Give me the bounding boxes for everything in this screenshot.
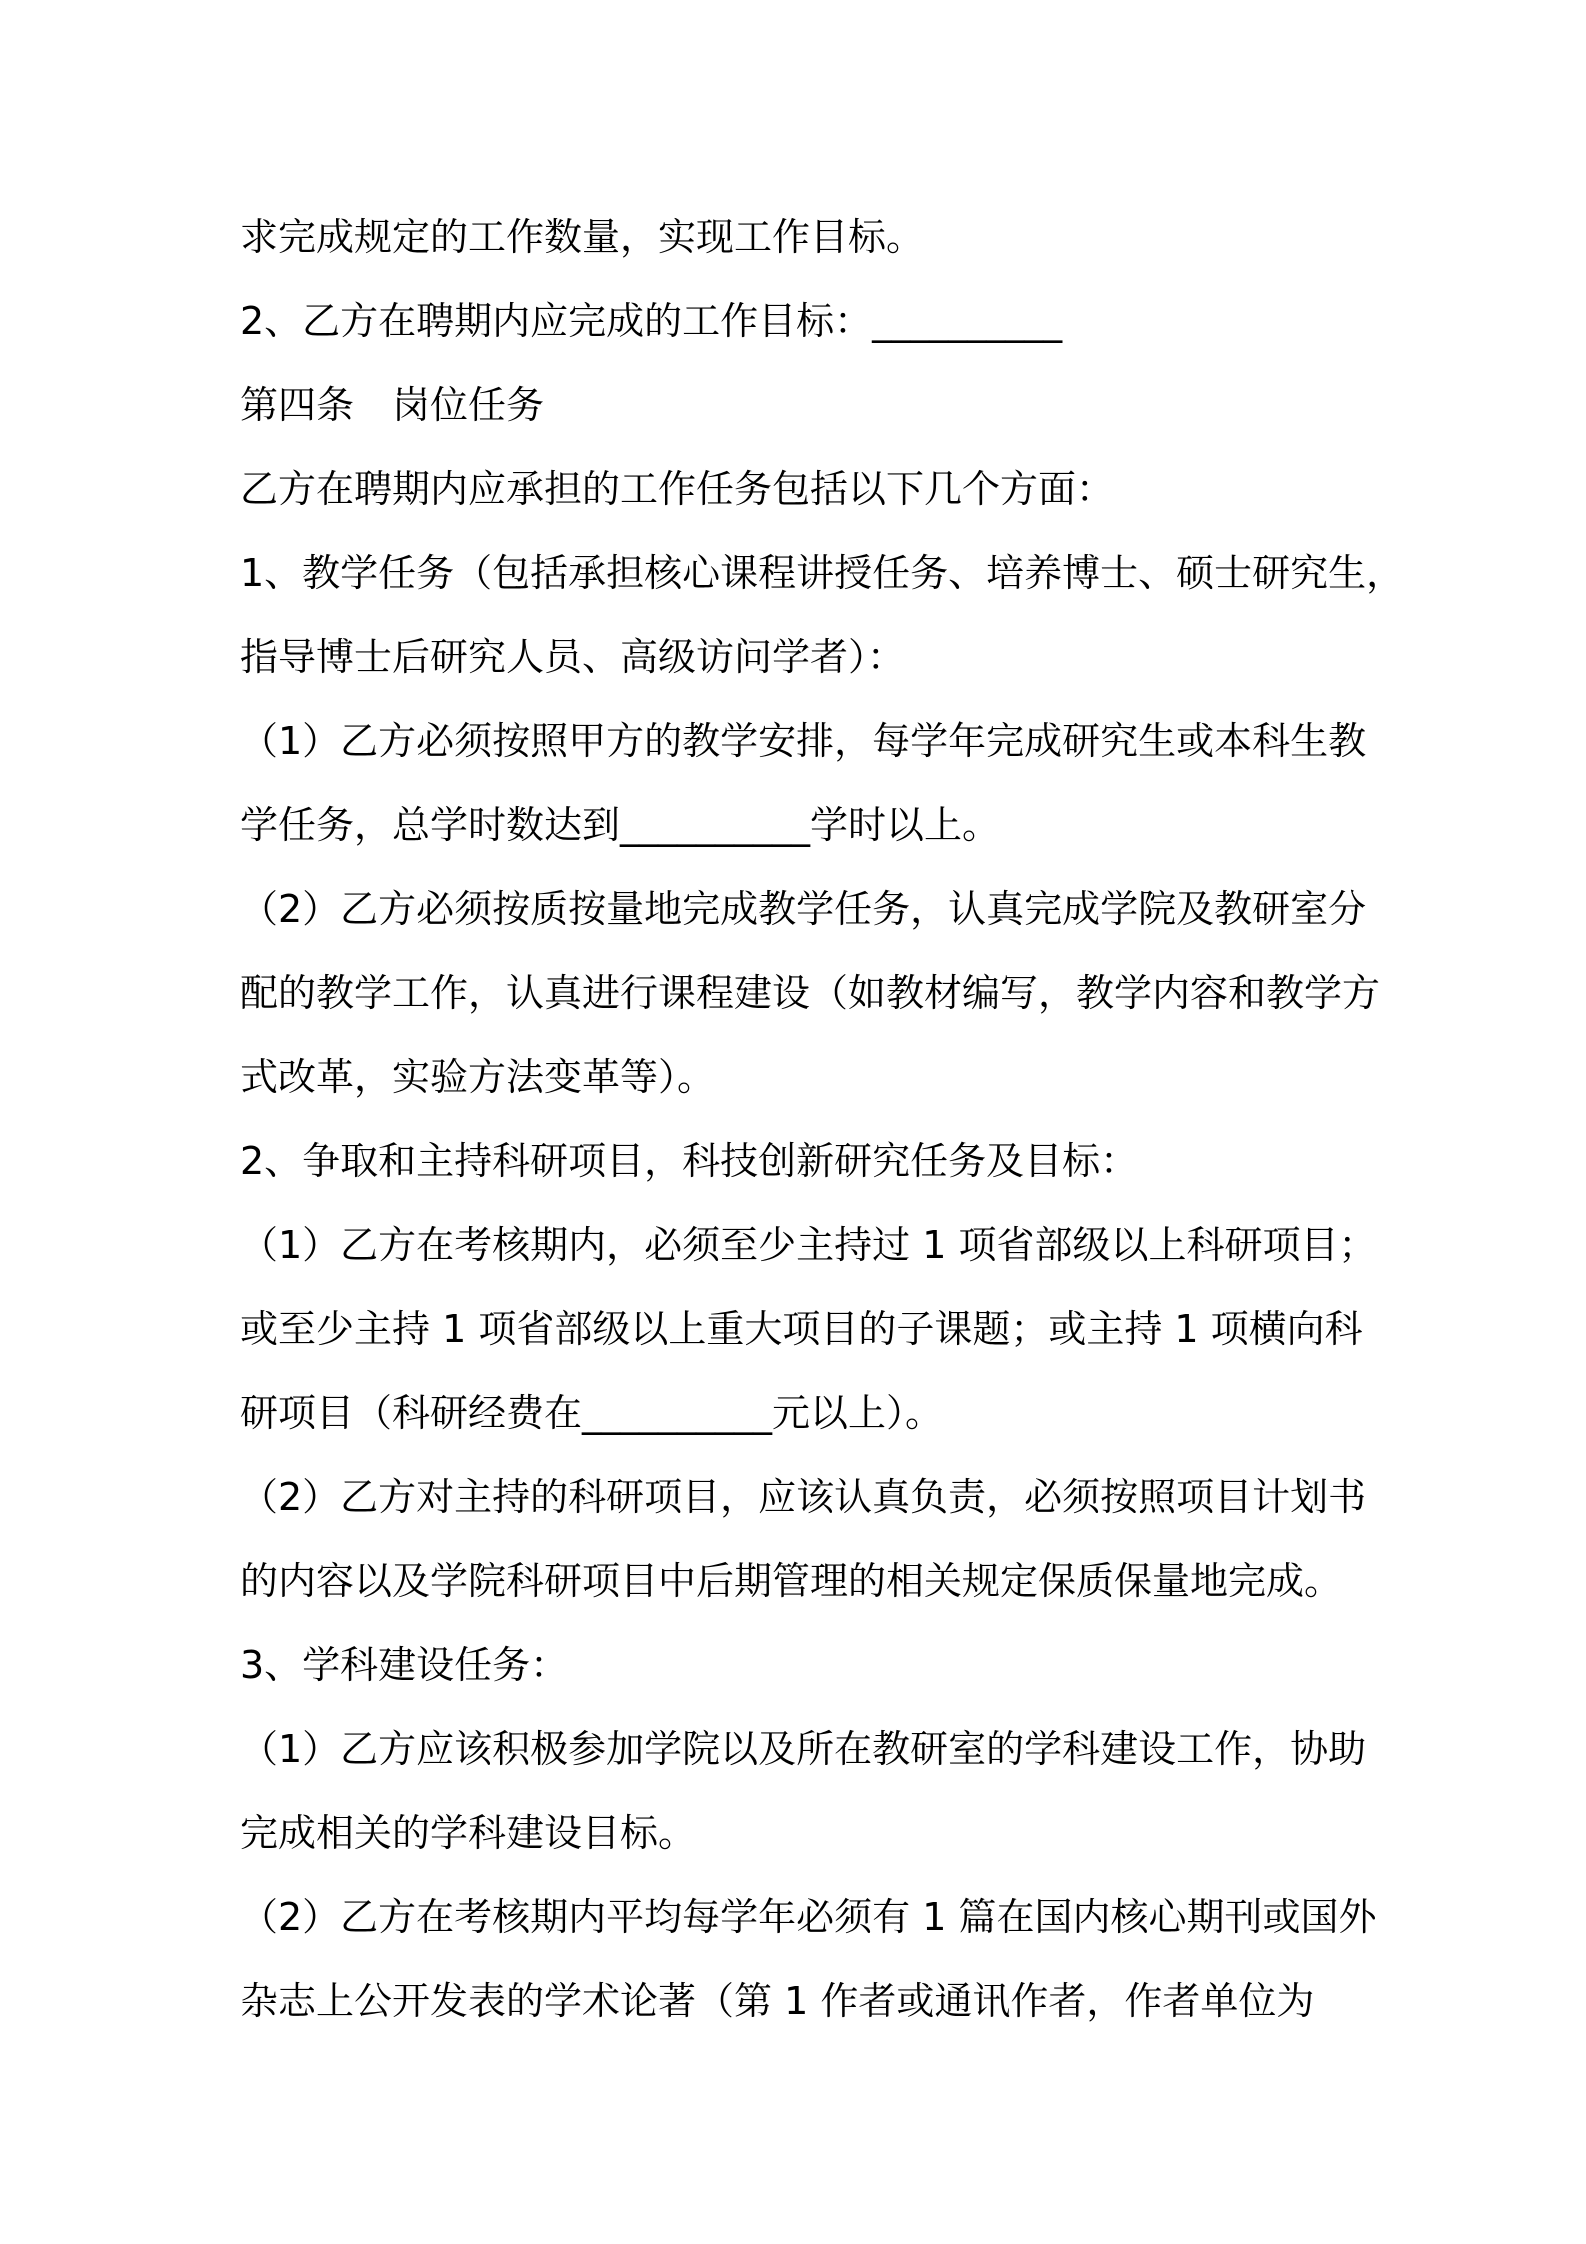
text-line: （2）乙方在考核期内平均每学年必须有 1 篇在国内核心期刊或国外 xyxy=(240,1895,1377,1939)
text-line: 学任务，总学时数达到__________学时以上。 xyxy=(240,803,1001,847)
text-line: 乙方在聘期内应承担的工作任务包括以下几个方面： xyxy=(240,467,1115,511)
text-line: 或至少主持 1 项省部级以上重大项目的子课题；或主持 1 项横向科 xyxy=(240,1307,1363,1351)
text-line: 1、教学任务（包括承担核心课程讲授任务、培养博士、硕士研究生， xyxy=(240,551,1405,595)
text-line: （2）乙方必须按质按量地完成教学任务，认真完成学院及教研室分 xyxy=(240,887,1367,931)
text-line: 完成相关的学科建设目标。 xyxy=(240,1811,697,1855)
text-line: （1）乙方必须按照甲方的教学安排，每学年完成研究生或本科生教 xyxy=(240,719,1367,763)
text-line: 指导博士后研究人员、高级访问学者）： xyxy=(240,635,906,679)
text-line: 式改革，实验方法变革等）。 xyxy=(240,1055,716,1099)
text-line: 杂志上公开发表的学术论著（第 1 作者或通讯作者，作者单位为 xyxy=(240,1979,1315,2023)
text-line: （2）乙方对主持的科研项目，应该认真负责，必须按照项目计划书 xyxy=(240,1475,1367,1519)
text-line: 求完成规定的工作数量，实现工作目标。 xyxy=(240,215,925,259)
text-line: 配的教学工作，认真进行课程建设（如教材编写，教学内容和教学方 xyxy=(240,971,1381,1015)
text-line: 的内容以及学院科研项目中后期管理的相关规定保质保量地完成。 xyxy=(240,1559,1343,1603)
text-line: （1）乙方在考核期内，必须至少主持过 1 项省部级以上科研项目； xyxy=(240,1223,1377,1267)
document-page xyxy=(240,195,1405,2043)
section-heading: 第四条 岗位任务 xyxy=(240,383,545,427)
text-line: 研项目（科研经费在__________元以上）。 xyxy=(240,1391,944,1435)
text-line: 2、争取和主持科研项目，科技创新研究任务及目标： xyxy=(240,1139,1139,1183)
text-line: 2、乙方在聘期内应完成的工作目标：__________ xyxy=(240,299,1063,343)
text-line: 3、学科建设任务： xyxy=(240,1643,569,1687)
text-line: （1）乙方应该积极参加学院以及所在教研室的学科建设工作，协助 xyxy=(240,1727,1367,1771)
